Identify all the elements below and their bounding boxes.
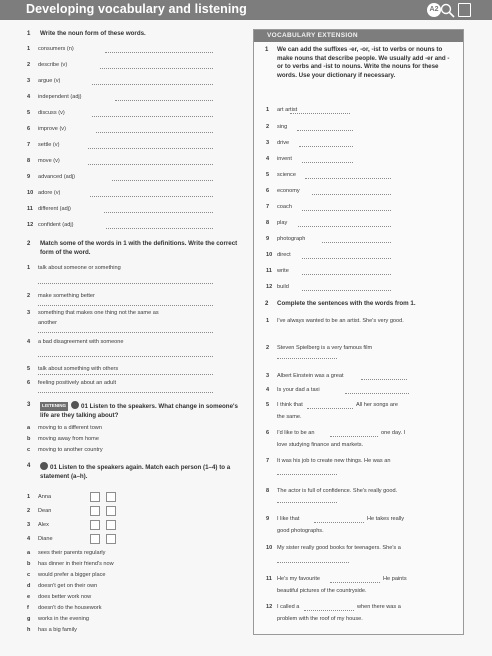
exercise-instruction: LISTENING 01 Listen to the speakers. What change in someone's life are they talking about?	[40, 403, 238, 419]
answer-line[interactable]	[115, 100, 213, 101]
answer-line[interactable]	[322, 242, 391, 243]
list-item: 8 move (v)	[27, 158, 60, 164]
level-badge: A2	[427, 3, 441, 17]
list-item: 12 build	[266, 284, 289, 290]
answer-line[interactable]	[104, 212, 213, 213]
sentence-item: 10 My sister really good books for teenagers. She's a	[266, 545, 401, 551]
statement-item: h has a big family	[27, 627, 77, 633]
list-item: 4 invent	[266, 156, 292, 162]
answer-line[interactable]	[277, 474, 337, 475]
answer-line[interactable]	[330, 582, 380, 583]
answer-line[interactable]	[90, 196, 213, 197]
list-item: 1 art artist	[266, 107, 298, 113]
sentence-item: good photographs.	[277, 528, 324, 534]
answer-line[interactable]	[297, 130, 353, 131]
answer-line[interactable]	[96, 132, 213, 133]
sentence-item: 2 Steven Spielberg is a very famous film	[266, 345, 373, 351]
answer-line[interactable]	[330, 436, 378, 437]
answer-box[interactable]	[106, 492, 116, 502]
statement-item: b has dinner in their friend's now	[27, 561, 114, 567]
statement-item: c would prefer a bigger place	[27, 572, 106, 578]
answer-line[interactable]	[302, 274, 391, 275]
answer-line[interactable]	[38, 374, 213, 375]
sentence-item: 12 I called a	[266, 604, 300, 610]
statement-item: g works in the evening	[27, 616, 89, 622]
exercise-instruction: Write the noun form of these words.	[40, 30, 146, 37]
answer-line[interactable]	[38, 356, 213, 357]
sentence-item: He takes really	[367, 516, 404, 522]
answer-line[interactable]	[38, 392, 213, 393]
list-item: 9 photograph	[266, 236, 306, 242]
answer-line[interactable]	[88, 164, 213, 165]
person-item: 3 Alex	[27, 522, 49, 528]
sentence-item: 5 I think that	[266, 402, 303, 408]
answer-line[interactable]	[302, 290, 391, 291]
sentence-item: 1 I've always wanted to be an artist. She's very good.	[266, 318, 404, 324]
audio-icon	[40, 462, 48, 470]
answer-line[interactable]	[290, 113, 350, 114]
exercise-instruction: 01 Listen to the speakers again. Match each person (1–4) to a statement (a–h).	[40, 464, 231, 480]
sentence-item: when there was a	[357, 604, 401, 610]
sentence-item: one day. I	[381, 430, 406, 436]
sentence-item: problem with the roof of my house.	[277, 616, 363, 622]
person-item: 1 Anna	[27, 494, 52, 500]
answer-line[interactable]	[312, 194, 391, 195]
list-item: 12 confident (adj)	[27, 222, 74, 228]
exercise-number: 2	[265, 301, 269, 307]
answer-line[interactable]	[106, 228, 213, 229]
answer-line[interactable]	[345, 393, 409, 394]
answer-line[interactable]	[305, 178, 391, 179]
list-item: 6 improve (v)	[27, 126, 66, 132]
answer-line[interactable]	[100, 68, 213, 69]
answer-line[interactable]	[38, 283, 213, 284]
list-item: 7 settle (v)	[27, 142, 60, 148]
answer-line[interactable]	[307, 408, 353, 409]
list-item: 8 play	[266, 220, 288, 226]
list-item: 5 science	[266, 172, 296, 178]
sentence-item: 7 It was his job to create new things. He was an	[266, 458, 391, 464]
statement-item: d doesn't get on their own	[27, 583, 98, 589]
sentence-item: 4 Is your dad a taxi	[266, 387, 320, 393]
list-item: 3 drive	[266, 140, 290, 146]
list-item: 6 economy	[266, 188, 300, 194]
sentence-item: the same.	[277, 414, 302, 420]
answer-box[interactable]	[106, 520, 116, 530]
answer-box[interactable]	[106, 534, 116, 544]
statement-item: a sees their parents regularly	[27, 550, 106, 556]
answer-line[interactable]	[299, 146, 353, 147]
answer-box[interactable]	[90, 520, 100, 530]
sentence-item: 3 Albert Einstein was a great	[266, 373, 344, 379]
answer-box[interactable]	[90, 506, 100, 516]
exercise-number: 4	[27, 463, 31, 469]
list-item: 4 independent (adj)	[27, 94, 82, 100]
list-item: 2 sing	[266, 124, 288, 130]
statement-item: f doesn't do the housework	[27, 605, 102, 611]
answer-box[interactable]	[90, 492, 100, 502]
list-item: 11 write	[266, 268, 289, 274]
list-item: 4 a bad disagreement with someone	[27, 339, 124, 345]
answer-line[interactable]	[277, 358, 337, 359]
answer-line[interactable]	[92, 116, 213, 117]
answer-line[interactable]	[302, 162, 353, 163]
exercise-instruction: Complete the sentences with the words from 1.	[277, 300, 416, 307]
list-item: 3 something that makes one thing not the same as	[27, 310, 159, 316]
list-item: 10 direct	[266, 252, 291, 258]
answer-box[interactable]	[90, 534, 100, 544]
option-item: c moving to another country	[27, 447, 103, 453]
statement-item: e does better work now	[27, 594, 92, 600]
exercise-number: 2	[27, 241, 31, 247]
exercise-number: 1	[265, 47, 269, 53]
answer-line[interactable]	[361, 379, 407, 380]
option-item: a moving to a different town	[27, 425, 102, 431]
answer-line[interactable]	[112, 180, 213, 181]
answer-line[interactable]	[105, 52, 213, 53]
answer-line[interactable]	[92, 84, 213, 85]
answer-line[interactable]	[88, 148, 213, 149]
sentence-item: 9 I like that	[266, 516, 300, 522]
sentence-item: 11 He's my favourite	[266, 576, 321, 582]
list-item: 2 describe (v)	[27, 62, 68, 68]
answer-line[interactable]	[277, 502, 337, 503]
answer-line[interactable]	[277, 562, 349, 563]
page-header-bar	[0, 0, 492, 20]
list-item: 6 feeling positively about an adult	[27, 380, 117, 386]
exercise-number: 1	[27, 31, 31, 37]
sentence-item: All her songs are	[356, 402, 398, 408]
answer-line[interactable]	[302, 258, 391, 259]
list-item: 2 make something better	[27, 293, 95, 299]
answer-box[interactable]	[106, 506, 116, 516]
magnifier-icon	[440, 0, 456, 20]
listening-tag: LISTENING	[40, 402, 68, 411]
answer-line[interactable]	[314, 522, 364, 523]
answer-line[interactable]	[38, 305, 213, 306]
list-item: 5 talk about something with others	[27, 366, 119, 372]
panel-header: VOCABULARY EXTENSION	[254, 30, 463, 42]
sentence-item: beautiful pictures of the countryside.	[277, 588, 367, 594]
list-item: another	[38, 320, 57, 326]
list-item: 9 advanced (adj)	[27, 174, 76, 180]
exercise-number: 3	[27, 402, 31, 408]
answer-line[interactable]	[298, 226, 391, 227]
sentence-item: 6 I'd like to be an	[266, 430, 315, 436]
list-item: 5 discuss (v)	[27, 110, 65, 116]
list-item: 7 coach	[266, 204, 292, 210]
person-item: 4 Diane	[27, 536, 53, 542]
answer-line[interactable]	[38, 332, 213, 333]
answer-line[interactable]	[304, 610, 354, 611]
exercise-instruction: Match some of the words in 1 with the definitions. Write the correct form of the word.	[40, 240, 238, 256]
answer-line[interactable]	[302, 210, 391, 211]
list-item: 3 argue (v)	[27, 78, 61, 84]
exercise-instruction: We can add the suffixes -er, -or, -ist to verbs or nouns to make nouns that describe people. We usually add -er and -or to verbs and -ist to nouns. Write the nouns for these words. Use your dictionary if necessary.	[277, 46, 450, 79]
page-title: Developing vocabulary and listening	[26, 2, 247, 16]
audio-icon	[71, 401, 79, 409]
sentence-item: love studying finance and markets.	[277, 442, 364, 448]
sentence-item: He paints	[383, 576, 407, 582]
list-item: 1 talk about someone or something	[27, 265, 121, 271]
document-icon	[458, 3, 471, 17]
list-item: 10 adore (v)	[27, 190, 61, 196]
list-item: 11 different (adj)	[27, 206, 71, 212]
sentence-item: 8 The actor is full of confidence. She's really good.	[266, 488, 398, 494]
person-item: 2 Dean	[27, 508, 52, 514]
option-item: b moving away from home	[27, 436, 99, 442]
list-item: 1 consumers (n)	[27, 46, 74, 52]
